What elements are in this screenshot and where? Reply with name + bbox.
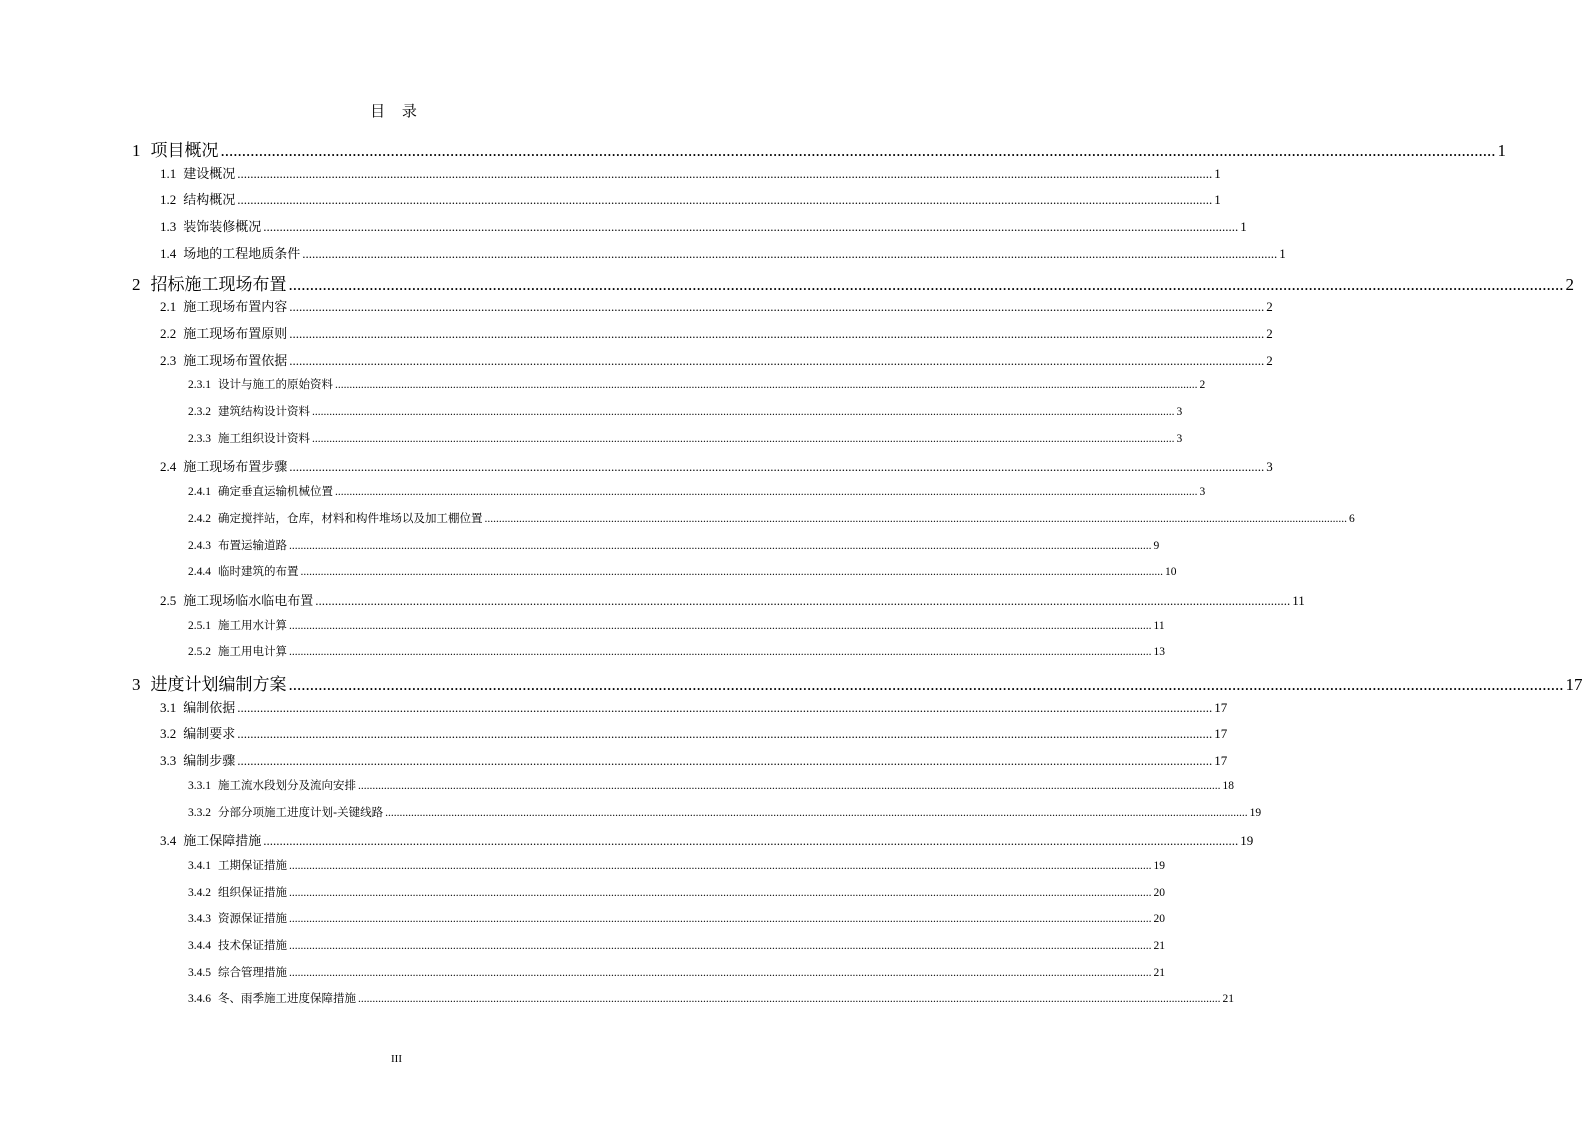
toc-entry-number: 3.1 [160, 699, 177, 715]
toc-dot-leader: ............................................................................................................................................................................................................................................................................................................ [385, 806, 1248, 819]
toc-dot-leader: ............................................................................................................................................................................................................................................................................................................ [289, 940, 1152, 952]
toc-dot-leader: ............................................................................................................................................................................................................................................................................................................ [237, 726, 1213, 742]
toc-entry-number: 3.3.1 [188, 779, 211, 792]
toc-entry-title: 施工现场布置依据 [183, 353, 288, 369]
toc-entry-title: 临时建筑的布置 [218, 564, 299, 579]
toc-entry-page: 6 [1349, 512, 1355, 525]
toc-entry-number: 2.5 [160, 592, 177, 608]
toc-entry-title: 施工现场临水临电布置 [183, 593, 314, 609]
toc-entry-number: 3.4.5 [188, 966, 211, 979]
toc-entry-title: 工期保证措施 [218, 857, 287, 872]
toc-entry-number: 1.2 [160, 192, 177, 208]
toc-entry-title: 编制依据 [183, 700, 236, 716]
toc-entry-title: 施工组织设计资料 [218, 430, 310, 445]
toc-dot-leader: ............................................................................................................................................................................................................................................................................................................ [288, 675, 1564, 694]
toc-dot-leader: ............................................................................................................................................................................................................................................................................................................ [300, 566, 1163, 579]
toc-entry[interactable] [160, 830, 1254, 850]
toc-entry-page: 9 [1153, 539, 1160, 552]
toc-entry-title: 资源保证措施 [218, 911, 287, 926]
toc-entry-number: 3.4.2 [188, 886, 211, 899]
toc-entry-number: 2.1 [160, 299, 177, 315]
toc-entry-title: 建设概况 [183, 166, 236, 182]
toc-title: 目 录 [370, 102, 423, 120]
toc-entry-number: 2.4.2 [188, 512, 211, 525]
toc-dot-leader: ............................................................................................................................................................................................................................................................................................................ [289, 859, 1152, 872]
toc-entry-page: 19 [1249, 806, 1262, 819]
toc-dot-leader: ............................................................................................................................................................................................................................................................................................................ [289, 539, 1152, 552]
toc-dot-leader: ............................................................................................................................................................................................................................................................................................................ [288, 274, 1564, 294]
toc-entry-page: 3 [1199, 486, 1206, 499]
toc-entry-title: 组织保证措施 [218, 884, 287, 899]
toc-entry-number: 1 [132, 141, 141, 160]
toc-entry[interactable] [132, 270, 1574, 295]
toc-dot-leader: ............................................................................................................................................................................................................................................................................................................ [289, 966, 1152, 979]
toc-entry-title: 施工流水段划分及流向安排 [218, 777, 356, 792]
toc-entry-title: 结构概况 [183, 193, 236, 209]
toc-dot-leader: ............................................................................................................................................................................................................................................................................................................ [312, 406, 1175, 418]
toc-entry[interactable] [188, 910, 1165, 926]
toc-dot-leader: ............................................................................................................................................................................................................................................................................................................ [237, 165, 1213, 181]
toc-entry-number: 2.5.1 [188, 619, 211, 632]
toc-entry-number: 1.4 [160, 245, 177, 261]
toc-entry-title: 技术保证措施 [218, 938, 287, 952]
toc-entry-number: 3 [132, 675, 141, 694]
toc-entry-number: 2.3.3 [188, 432, 211, 445]
toc-dot-leader: ............................................................................................................................................................................................................................................................................................................ [312, 432, 1175, 445]
toc-entry-title: 确定垂直运输机械位置 [218, 484, 333, 499]
toc-entry-number: 3.4.1 [188, 859, 211, 872]
toc-entry-title: 设计与施工的原始资料 [218, 377, 333, 392]
toc-entry-page: 11 [1292, 592, 1305, 608]
toc-entry-number: 2.4 [160, 459, 177, 475]
toc-entry[interactable] [132, 670, 1583, 695]
toc-entry-page: 3 [1266, 459, 1273, 475]
toc-entry-number: 2.5.2 [188, 646, 211, 659]
toc-entry-page: 1 [1497, 141, 1506, 160]
toc-entry-page: 17 [1565, 675, 1583, 694]
toc-entry[interactable] [160, 590, 1305, 609]
toc-entry-page: 3 [1176, 406, 1183, 418]
toc-dot-leader: ............................................................................................................................................................................................................................................................................................................ [237, 192, 1213, 208]
toc-entry[interactable] [188, 537, 1160, 553]
toc-dot-leader: ............................................................................................................................................................................................................................................................................................................ [289, 325, 1265, 341]
toc-entry-page: 3 [1176, 432, 1183, 445]
toc-entry-number: 2.3 [160, 352, 177, 368]
toc-entry[interactable] [188, 937, 1165, 953]
toc-entry-page: 18 [1222, 779, 1234, 792]
toc-entry-page: 1 [1214, 165, 1221, 181]
page-number: III [391, 1053, 402, 1065]
toc-entry[interactable] [160, 350, 1273, 369]
toc-entry-page: 17 [1214, 699, 1228, 715]
toc-entry-page: 2 [1266, 299, 1273, 315]
toc-entry[interactable] [188, 563, 1177, 579]
toc-entry[interactable] [188, 990, 1234, 1006]
toc-entry-title: 编制要求 [183, 727, 236, 743]
toc-entry-title: 编制步骤 [183, 754, 236, 770]
toc-entry-page: 2 [1266, 352, 1273, 368]
toc-entry[interactable] [188, 430, 1183, 446]
toc-entry-title: 建筑结构设计资料 [218, 404, 310, 418]
toc-entry-page: 2 [1266, 325, 1273, 341]
toc-dot-leader: ............................................................................................................................................................................................................................................................................................................ [289, 886, 1152, 899]
toc-entry[interactable] [188, 483, 1206, 499]
toc-entry-number: 2.4.1 [188, 486, 211, 499]
toc-entry[interactable] [160, 296, 1273, 316]
toc-entry-page: 19 [1153, 859, 1165, 872]
toc-entry-page: 11 [1153, 619, 1165, 632]
toc-entry[interactable] [160, 750, 1228, 770]
toc-entry-page: 1 [1279, 245, 1286, 261]
toc-entry-title: 分部分项施工进度计划-关键线路 [218, 804, 384, 819]
toc-entry-page: 1 [1240, 219, 1247, 235]
toc-entry-number: 2.4.4 [188, 566, 211, 579]
toc-entry-title: 施工保障措施 [183, 834, 262, 850]
toc-entry-page: 2 [1199, 379, 1206, 392]
toc-entry[interactable] [188, 857, 1165, 873]
toc-entry-number: 3.4.6 [188, 993, 211, 1006]
toc-entry-title: 施工现场布置步骤 [183, 460, 288, 476]
toc-dot-leader: ............................................................................................................................................................................................................................................................................................................ [315, 592, 1291, 608]
toc-entry[interactable] [188, 804, 1262, 820]
toc-entry-title: 场地的工程地质条件 [183, 246, 301, 262]
toc-entry-number: 2 [132, 274, 141, 294]
toc-entry[interactable] [188, 964, 1165, 980]
toc-dot-leader: ............................................................................................................................................................................................................................................................................................................ [289, 352, 1265, 368]
toc-entry[interactable] [188, 643, 1165, 659]
toc-entry[interactable] [160, 456, 1273, 476]
toc-entry-page: 13 [1153, 646, 1165, 659]
toc-entry[interactable] [188, 617, 1165, 633]
toc-entry-title: 确定搅拌站，仓库，材料和构件堆场以及加工棚位置 [218, 510, 483, 525]
toc-entry[interactable] [160, 697, 1228, 716]
toc-dot-leader: ............................................................................................................................................................................................................................................................................................................ [335, 486, 1198, 499]
toc-entry-number: 2.4.3 [188, 539, 211, 552]
toc-entry-title: 施工现场布置内容 [183, 300, 288, 316]
toc-entry-page: 21 [1153, 940, 1165, 952]
toc-entry-title: 招标施工现场布置 [150, 274, 287, 295]
toc-entry[interactable] [188, 884, 1165, 900]
toc-entry[interactable] [160, 216, 1247, 236]
toc-entry-number: 3.3.2 [188, 806, 211, 819]
toc-entry-page: 1 [1214, 192, 1221, 208]
toc-dot-leader: ............................................................................................................................................................................................................................................................................................................ [263, 833, 1239, 849]
toc-entry-number: 3.4 [160, 833, 177, 849]
toc-dot-leader: ............................................................................................................................................................................................................................................................................................................ [263, 219, 1239, 235]
toc-dot-leader: ............................................................................................................................................................................................................................................................................................................ [289, 459, 1265, 475]
toc-entry-number: 3.4.4 [188, 940, 211, 952]
toc-entry-page: 17 [1214, 726, 1228, 742]
toc-entry-number: 3.2 [160, 726, 177, 742]
toc-entry[interactable] [188, 376, 1206, 392]
toc-entry-number: 2.3.2 [188, 406, 211, 418]
toc-entry[interactable] [132, 136, 1506, 161]
toc-entry[interactable] [188, 777, 1234, 793]
toc-dot-leader: ............................................................................................................................................................................................................................................................................................................ [358, 779, 1221, 792]
toc-dot-leader: ............................................................................................................................................................................................................................................................................................................ [220, 141, 1496, 160]
toc-entry[interactable] [160, 723, 1228, 743]
toc-dot-leader: ............................................................................................................................................................................................................................................................................................................ [289, 913, 1152, 926]
toc-entry[interactable] [188, 403, 1183, 419]
toc-entry-page: 17 [1214, 753, 1228, 769]
toc-entry[interactable] [160, 323, 1273, 342]
toc-dot-leader: ............................................................................................................................................................................................................................................................................................................ [289, 646, 1152, 659]
toc-entry[interactable] [188, 510, 1355, 526]
toc-entry-number: 3.3 [160, 753, 177, 769]
toc-dot-leader: ............................................................................................................................................................................................................................................................................................................ [358, 993, 1221, 1006]
toc-entry-title: 布置运输道路 [218, 537, 287, 552]
toc-entry-title: 施工现场布置原则 [183, 326, 288, 342]
toc-dot-leader: ............................................................................................................................................................................................................................................................................................................ [289, 299, 1265, 315]
toc-entry-number: 2.2 [160, 325, 177, 341]
toc-entry-number: 1.3 [160, 219, 177, 235]
toc-dot-leader: ............................................................................................................................................................................................................................................................................................................ [289, 619, 1152, 632]
toc-entry-page: 20 [1153, 886, 1165, 899]
toc-entry-page: 19 [1240, 833, 1254, 849]
toc-entry-title: 施工用电计算 [218, 644, 287, 659]
toc-dot-leader: ............................................................................................................................................................................................................................................................................................................ [335, 379, 1198, 392]
toc-dot-leader: ............................................................................................................................................................................................................................................................................................................ [484, 512, 1347, 525]
toc-entry-page: 20 [1153, 913, 1165, 926]
toc-entry-title: 装饰装修概况 [183, 220, 262, 236]
toc-entry-page: 10 [1165, 566, 1177, 579]
toc-entry[interactable] [160, 189, 1221, 209]
toc-entry-title: 进度计划编制方案 [150, 675, 287, 695]
toc-entry-title: 冬、雨季施工进度保障措施 [218, 991, 356, 1006]
toc-dot-leader: ............................................................................................................................................................................................................................................................................................................ [302, 245, 1278, 261]
toc-entry-number: 2.3.1 [188, 379, 211, 392]
toc-dot-leader: ............................................................................................................................................................................................................................................................................................................ [237, 753, 1213, 769]
toc-entry-page: 21 [1222, 993, 1234, 1006]
toc-entry-page: 21 [1153, 966, 1165, 979]
toc-entry-title: 施工用水计算 [218, 617, 287, 632]
toc-entry-title: 综合管理措施 [218, 964, 287, 979]
toc-entry-page: 2 [1565, 274, 1574, 294]
toc-entry[interactable] [160, 243, 1286, 262]
toc-entry-number: 1.1 [160, 165, 177, 181]
toc-entry-number: 3.4.3 [188, 913, 211, 926]
toc-dot-leader: ............................................................................................................................................................................................................................................................................................................ [237, 699, 1213, 715]
toc-entry[interactable] [160, 163, 1221, 182]
toc-entry-title: 项目概况 [150, 141, 219, 161]
